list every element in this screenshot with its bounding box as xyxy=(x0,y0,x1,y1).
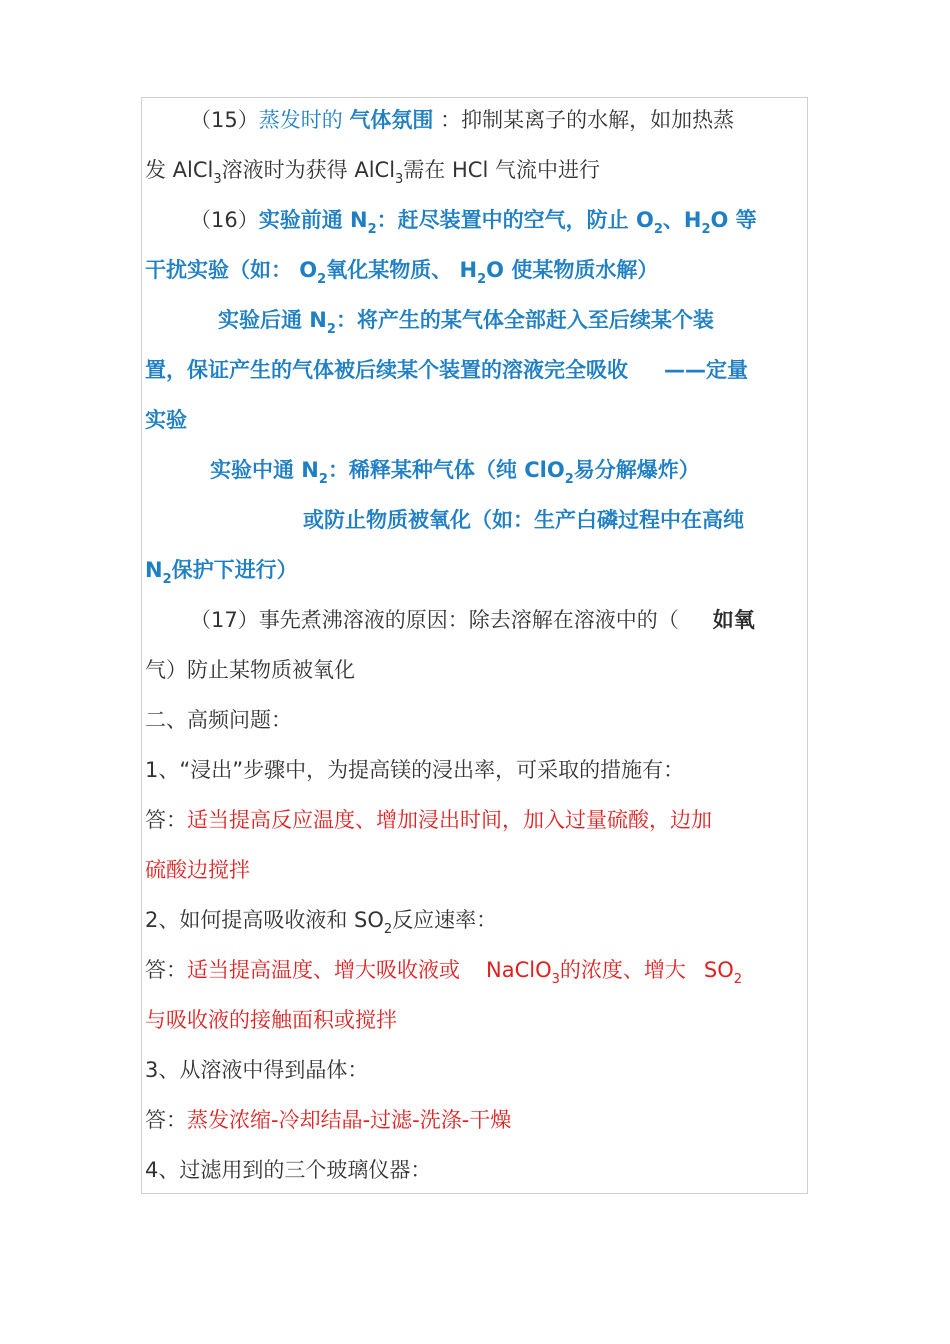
item16-text-g: O 使某物质水解） xyxy=(486,258,659,282)
item16-text-m: 实验中通 N xyxy=(210,458,319,482)
question-text: 反应速率： xyxy=(392,908,498,932)
answer-text: 硫酸边搅拌 xyxy=(145,858,250,882)
item16-number: （16） xyxy=(190,208,259,232)
item15-text-f: 需在 HCl 气流中进行 xyxy=(403,158,600,182)
q1-answer-line2 xyxy=(145,855,250,885)
subscript: 2 xyxy=(162,572,172,587)
item16-text-p: 或防止物质被氧化（如：生产白磷过程中在高纯 xyxy=(303,508,744,532)
item15-line1 xyxy=(190,105,734,135)
item16-line5 xyxy=(145,405,187,435)
question-text: 4、过滤用到的三个玻璃仪器： xyxy=(145,1158,432,1182)
item16-text-l: 实验 xyxy=(145,408,187,432)
subscript: 2 xyxy=(383,922,393,937)
subscript: 2 xyxy=(317,272,327,287)
answer-prefix: 答： xyxy=(145,1108,187,1132)
item15-line2 xyxy=(145,155,600,185)
item15-text-e: 溶液时为获得 AlCl xyxy=(221,158,396,182)
item15-keyword: 气体氛围 xyxy=(349,108,434,132)
q2-question xyxy=(145,905,497,935)
item17-text-a: （17）事先煮沸溶液的原因：除去溶解在溶液中的（ xyxy=(190,608,679,632)
item16-text-i: ：将产生的某气体全部赶入至后续某个装 xyxy=(335,308,714,332)
subscript: 2 xyxy=(477,272,487,287)
item17-line2 xyxy=(145,655,355,685)
item16-line6 xyxy=(210,455,700,485)
q2-answer-line1 xyxy=(145,955,742,985)
q3-answer xyxy=(145,1105,511,1135)
subscript: 2 xyxy=(564,472,574,487)
item16-line2 xyxy=(145,255,658,285)
question-text: 3、从溶液中得到晶体： xyxy=(145,1058,369,1082)
answer-prefix: 答： xyxy=(145,808,187,832)
subscript: 2 xyxy=(326,322,336,337)
item16-text-a: 实验前通 $N_2$：赶尽装置中的空气，防止 $O_2$、$H_2O$ 等 xyxy=(258,208,757,237)
answer-text: 与吸收液的接触面积或搅拌 xyxy=(145,1008,397,1032)
answer-text: 适当提高反应温度、增加浸出时间，加入过量硫酸，边加 xyxy=(187,808,712,832)
subscript: 3 xyxy=(213,172,222,187)
item16-line1 xyxy=(190,205,757,235)
item16-text-f: 氧化某物质、 H xyxy=(326,258,478,282)
answer-prefix: 答： xyxy=(145,958,187,982)
subscript: 2 xyxy=(318,472,328,487)
item16-text-o: 易分解爆炸） xyxy=(573,458,700,482)
item16-text-n: ：稀释某种气体（纯 ClO xyxy=(327,458,565,482)
answer-text: 适当提高温度、增大吸收液或 NaClO$_3$的浓度、增大 $SO_2$ xyxy=(187,958,743,987)
item16-text-h: 实验后通 N xyxy=(218,308,327,332)
q1-question xyxy=(145,755,684,785)
item16-line8 xyxy=(145,555,298,585)
item15-number: （15） xyxy=(190,108,259,132)
item17-text-b: 如氧 xyxy=(712,608,755,632)
question-text: 2、如何提高吸收液和 SO xyxy=(145,908,384,932)
item16-line7 xyxy=(303,505,744,535)
item15-text-c: ：抑制某离子的水解，如加热蒸 xyxy=(440,108,735,132)
subscript: 3 xyxy=(395,172,404,187)
item16-text-r: 保护下进行） xyxy=(171,558,298,582)
item15-text-a: 蒸发时的 xyxy=(258,108,343,132)
section-heading: 二、高频问题： xyxy=(145,708,292,732)
q1-answer-line1 xyxy=(145,805,712,835)
question-text: 1、“浸出”步骤中，为提高镁的浸出率，可采取的措施有： xyxy=(145,758,685,782)
item16-text-j: 置，保证产生的气体被后续某个装置的溶液完全吸收 xyxy=(145,358,628,382)
item15-text-d: 发 AlCl xyxy=(145,158,214,182)
item16-text-q: N xyxy=(145,558,163,582)
item16-text-e: 干扰实验（如： O xyxy=(145,258,318,282)
item17-line1 xyxy=(190,605,755,635)
item16-text-k: ——定量 xyxy=(664,358,748,382)
item16-line3 xyxy=(218,305,714,335)
item17-text-c: 气）防止某物质被氧化 xyxy=(145,658,355,682)
q3-question xyxy=(145,1055,368,1085)
section2-title xyxy=(145,705,292,735)
item16-line4 xyxy=(145,355,748,385)
q4-question xyxy=(145,1155,431,1185)
q2-answer-line2 xyxy=(145,1005,397,1035)
answer-text: 蒸发浓缩-冷却结晶-过滤-洗涤-干燥 xyxy=(187,1108,512,1132)
